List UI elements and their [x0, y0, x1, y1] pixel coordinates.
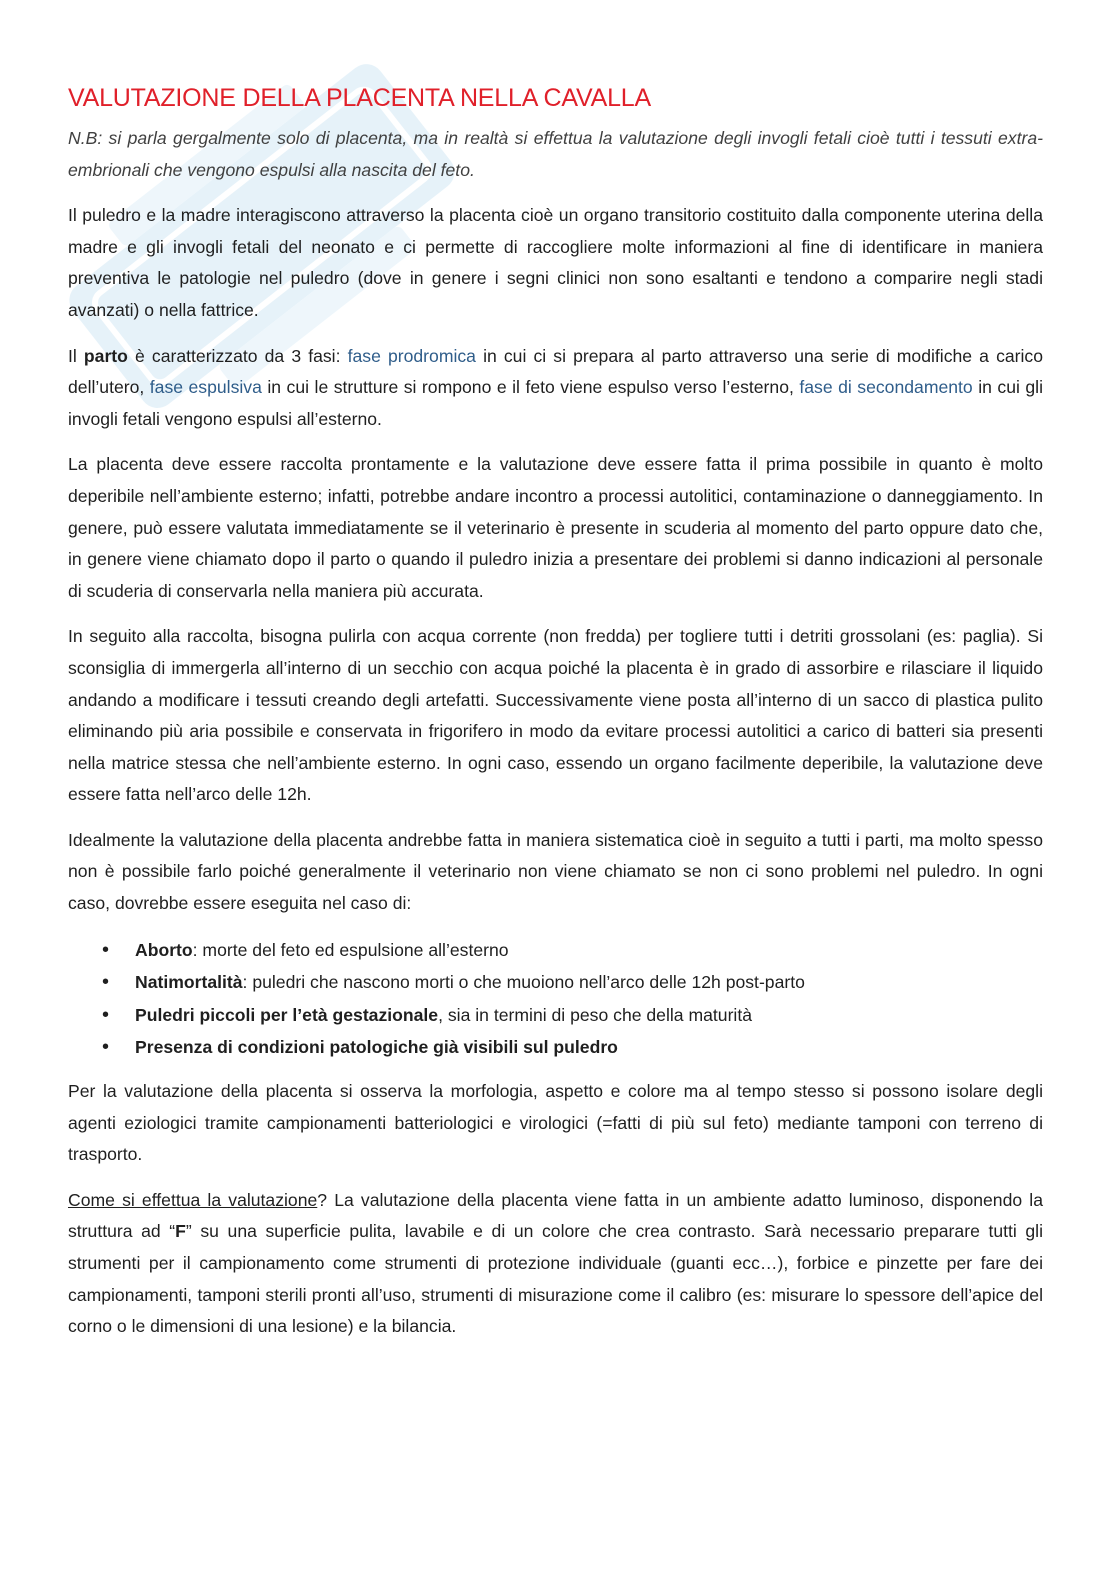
list-item — [68, 966, 1043, 999]
paragraph-sistematica: Idealmente la valutazione della placenta andrebbe fatta in maniera sistematica cioè in seguito a tutti i parti, ma molto spesso non è possibile farlo poiché generalmente il veterinario non viene chiamato se non ci sono problemi nel puledro. In ogni caso, dovrebbe essere eseguita nel caso di: — [68, 829, 1043, 914]
phase-espulsiva: fase espulsiva — [149, 377, 262, 398]
list-item-bold: Aborto — [135, 939, 193, 960]
list-item-text: , sia in termini di peso che della maturità — [438, 1004, 753, 1025]
list-item-bold: Puledri piccoli per l’età gestazionale — [135, 1004, 439, 1025]
list-item-bold: Natimortalità — [135, 972, 243, 993]
paragraph-intro: Il puledro e la madre interagiscono attraverso la placenta cioè un organo transitorio costituito dalla componente uterina della madre e gli invogli fetali del neonato e ci permette di raccogliere molte informazioni al fine di identificare in maniera preventiva le patologie nel puledro (dove in genere i segni clinici non sono esaltanti e tendono a comparire negli stadi avanzati) o nella fattrice. — [68, 205, 1043, 320]
parto-keyword: parto — [83, 345, 128, 366]
parto-text-3: in cui le strutture si rompono e il feto viene espulso verso l’esterno, — [261, 377, 800, 398]
phase-prodromica: fase prodromica — [347, 345, 476, 366]
valutazione-text-1: La valutazione della placenta viene fatta in un ambiente adatto luminoso, disponendo la struttura ad “ — [68, 1189, 1044, 1242]
list-item — [68, 999, 1043, 1032]
question-mark: ? — [317, 1189, 328, 1210]
parto-text-4: in cui gli invogli fetali vengono espulsi all’esterno. — [68, 377, 1043, 429]
cases-list — [68, 934, 1043, 1064]
paragraph-pulizia: In seguito alla raccolta, bisogna pulirla con acqua corrente (non fredda) per togliere tutti i detriti grossolani (es: paglia). Si sconsiglia di immergerla all’interno di un secchio con acqua poiché la placenta è in grado di assorbire e rilasciare il liquido andando a modificare i tessuti creando degli artefatti. Successivamente viene posta all’interno di un sacco di plastica pulito eliminando più aria possibile e conservata in frigorifero in modo da evitare processi autolitici a carico di batteri sia presenti nella matrice stessa che nell’ambiente esterno. In ogni caso, essendo un organo facilmente deperibile, la valutazione deve essere fatta nell’arco delle 12h. — [68, 626, 1043, 805]
document-page — [68, 84, 1043, 1357]
nb-note: N.B: si parla gergalmente solo di placenta, ma in realtà si effettua la valutazione degli invogli fetali cioè tutti i tessuti extra-embrionali che vengono espulsi alla nascita del feto. — [68, 128, 1043, 180]
phase-secondamento: fase di secondamento — [799, 377, 973, 398]
question-heading: Come si effettua la valutazione — [68, 1189, 318, 1210]
valutazione-text-2: ” su una superficie pulita, lavabile e di un colore che crea contrasto. Sarà necessario preparare tutti gli strumenti per il campionamento come strumenti di protezione individuale (guanti ecc…), forbice e pinzette per fare dei campionamenti, tamponi sterili pronti all’uso, strumenti di misurazione come il calibro (es: misurare lo spessore dell’apice del corno o le dimensioni di una lesione) e la bilancia. — [68, 1221, 1043, 1337]
list-item-bold: Presenza di condizioni patologiche già visibili sul puledro — [135, 1037, 618, 1058]
parto-text-2: in cui ci si prepara al parto attraverso una serie di modifiche a carico dell’utero, — [68, 345, 1043, 398]
paragraph-raccolta: La placenta deve essere raccolta prontamente e la valutazione deve essere fatta il prima possibile in quanto è molto deperibile nell’ambiente esterno; infatti, potrebbe andare incontro a processi autolitici, contaminazione o danneggiamento. In genere, può essere valutata immediatamente se il veterinario è presente in scuderia al momento del parto oppure dato che, in genere viene chiamato dopo il parto o quando il puledro inizia a presentare dei problemi si danno indicazioni al personale di scuderia di conservarla nella maniera più accurata. — [68, 454, 1043, 601]
list-item — [68, 1031, 1043, 1064]
list-item — [68, 934, 1043, 967]
f-letter: F — [175, 1221, 186, 1242]
page-title: VALUTAZIONE DELLA PLACENTA NELLA CAVALLA — [68, 84, 651, 112]
parto-text-1: è caratterizzato da 3 fasi: — [127, 345, 348, 366]
list-item-text: : morte del feto ed espulsione all’esterno — [192, 939, 509, 960]
paragraph-morfologia: Per la valutazione della placenta si osserva la morfologia, aspetto e colore ma al tempo stesso si possono isolare degli agenti eziologici tramite campionamenti batteriologici e virologici (=fatti di più sul feto) mediante tamponi con terreno di trasporto. — [68, 1081, 1043, 1165]
parto-intro: Il — [68, 345, 84, 366]
paragraph-come-valutazione — [68, 1185, 1043, 1343]
list-item-text: : puledri che nascono morti o che muoiono nell’arco delle 12h post-parto — [242, 972, 805, 993]
paragraph-parto — [68, 341, 1043, 436]
